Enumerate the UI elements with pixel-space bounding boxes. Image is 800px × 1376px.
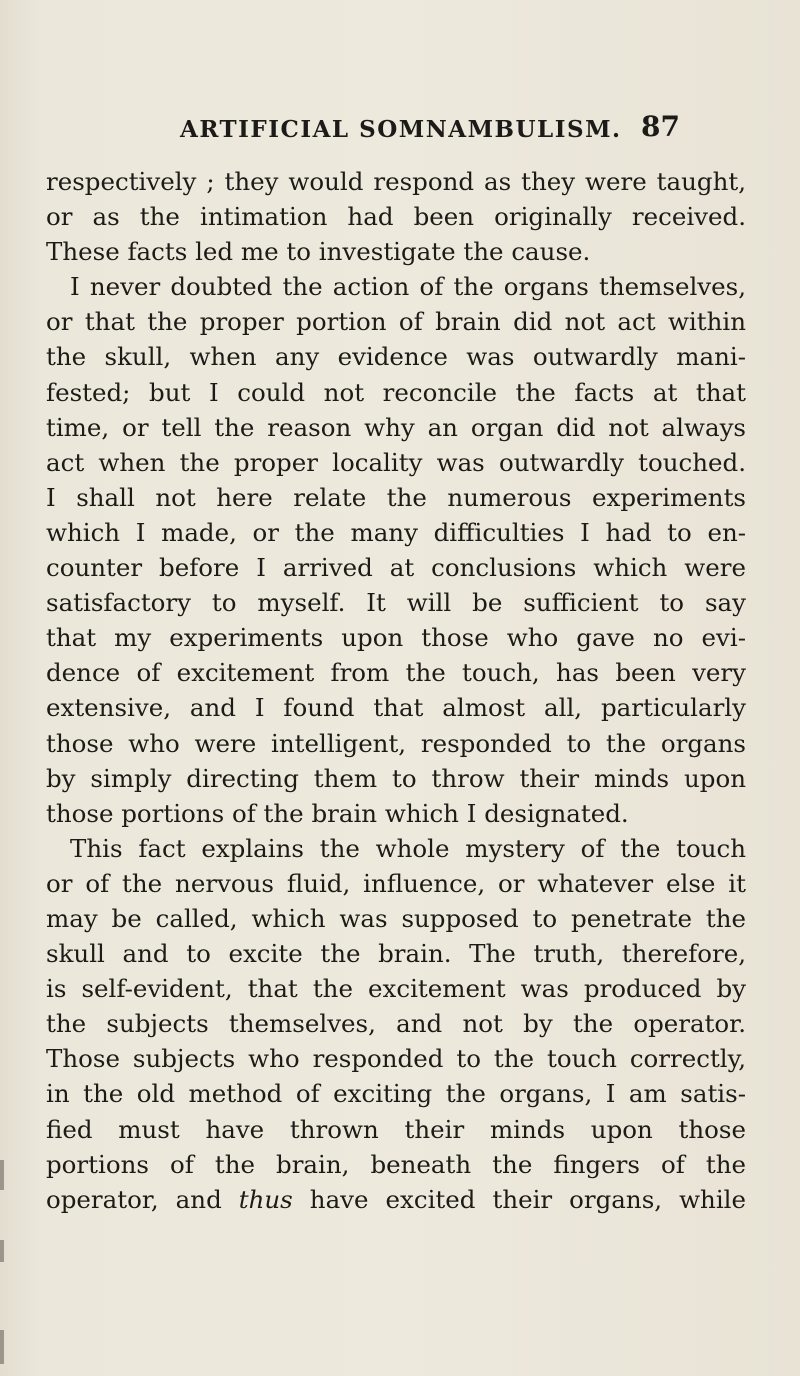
page-edge-mark [0,1240,4,1262]
text-line: is self-evident, that the excitement was produced by [46,974,746,1004]
text-line: or that the proper portion of brain did not act within [46,307,746,337]
text-line: the skull, when any evidence was outwardly mani- [46,342,746,372]
text-line: may be called, which was supposed to penetrate the [46,903,746,933]
text-line: extensive, and I found that almost all, particularly [46,693,746,723]
text-line: respectively ; they would respond as they were taught, [46,167,746,196]
text-line: fested; but I could not reconcile the facts at that [46,377,746,407]
text-line: which I made, or the many difficulties I had to en- [46,517,746,547]
text-line: I shall not here relate the numerous experiments [46,482,746,512]
body-text [46,164,746,1217]
emphasized-word: thus [238,1184,293,1214]
text-line: or of the nervous fluid, influence, or whatever else it [46,868,746,898]
page-number: 87 [641,110,680,143]
page-header [180,110,680,152]
text-line: those portions of the brain which I designated. [46,798,629,828]
text-line: or as the intimation had been originally received. [46,202,746,232]
text-line: the subjects themselves, and not by the operator. [46,1009,746,1039]
text-line: satisfactory to myself. It will be sufficient to say [46,588,746,618]
text-line: that my experiments upon those who gave no evi- [46,623,746,653]
text-line: I never doubted the action of the organs themselves, [70,272,746,302]
text-line: Those subjects who responded to the touch correctly, [46,1044,746,1074]
text-line: in the old method of exciting the organs, I am satis- [46,1079,746,1109]
line-start: operator, and [46,1184,222,1214]
text-line: dence of excitement from the touch, has been very [46,658,746,688]
text-line: fied must have thrown their minds upon those [46,1114,746,1144]
text-line: act when the proper locality was outwardly touched. [46,447,746,477]
text-line: This fact explains the whole mystery of the touch [70,833,746,863]
running-title: ARTIFICIAL SOMNAMBULISM. [180,116,622,143]
page-edge-mark [0,1160,4,1190]
page-edge-mark [0,1330,4,1364]
text-line-last [46,1182,746,1217]
line-end: have excited their organs, while [309,1184,746,1214]
text-line: those who were intelligent, responded to the organs [46,728,746,758]
text-line: skull and to excite the brain. The truth, therefore, [46,939,746,969]
text-line: by simply directing them to throw their minds upon [46,763,746,793]
text-line: These facts led me to investigate the cause. [46,237,591,267]
text-line: time, or tell the reason why an organ did not always [46,412,746,442]
text-line: portions of the brain, beneath the fingers of the [46,1149,746,1179]
text-line: counter before I arrived at conclusions which were [46,553,746,583]
